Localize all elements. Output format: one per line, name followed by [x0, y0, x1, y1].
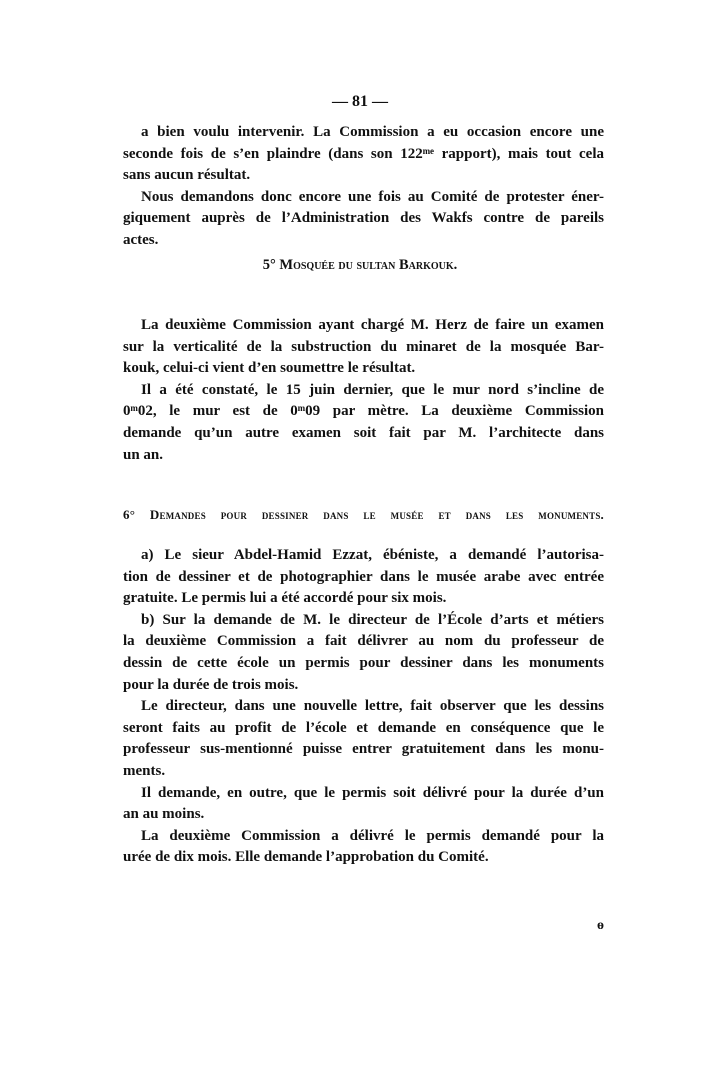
text-line: seront faits au profit de l’école et demande en conséquence que le — [123, 719, 604, 736]
text-line: pour la durée de trois mois. — [123, 676, 299, 693]
text-line: Nous demandons donc encore une fois au Comité de protester éner- — [141, 188, 604, 205]
text-line: an au moins. — [123, 806, 205, 823]
text-line: La deuxième Commission ayant chargé M. Herz de faire un examen — [141, 317, 604, 333]
text-line: seconde fois de s’en plaindre (dans son 122ᵐᵉ rapport), mais tout cela — [123, 145, 604, 162]
text-line: actes. — [123, 231, 159, 248]
text-line: La deuxième Commission a délivré le permis demandé pour la — [141, 827, 604, 844]
section-heading-5: 5° Mosquée du sultan Barkouk. — [262, 257, 458, 273]
text-line: a) Le sieur Abdel-Hamid Ezzat, ébéniste, a demandé l’autorisa- — [141, 547, 604, 563]
text-line: sur la verticalité de la substruction du minaret de la mosquée Bar- — [123, 338, 604, 355]
text-line: b) Sur la demande de M. le directeur de l’École d’arts et métiers — [141, 611, 604, 628]
text-line: tion de dessiner et de photographier dans le musée arabe avec entrée — [123, 568, 604, 585]
text-line: gratuite. Le permis lui a été accordé pour six mois. — [123, 590, 447, 607]
text-line: 0ᵐ02, le mur est de 0ᵐ09 par mètre. La deuxième Commission — [123, 403, 604, 420]
text-line: Le directeur, dans une nouvelle lettre, fait observer que les dessins — [141, 698, 604, 715]
text-line: ments. — [123, 762, 166, 779]
text-line: demande qu’un autre examen soit fait par M. l’architecte dans — [123, 424, 604, 441]
section-heading-6: 6° Demandes pour dessiner dans le musée et dans les monuments. — [123, 507, 604, 522]
text-line: kouk, celui-ci vient d’en soumettre le résultat. — [123, 360, 416, 377]
text-line: Il a été constaté, le 15 juin dernier, que le mur nord s’incline de — [141, 381, 604, 398]
text-line: la deuxième Commission a fait délivrer au nom du professeur de — [123, 633, 604, 650]
text-block-section-5 — [123, 315, 604, 466]
text-line: professeur sus-mentionné puisse entrer gratuitement dans les monu- — [123, 741, 604, 758]
text-line: Il demande, en outre, que le permis soit délivré pour la durée d’un — [141, 784, 604, 801]
text-line: un an. — [123, 446, 164, 463]
page-number: — 81 — — [332, 93, 388, 110]
text-line: sans aucun résultat. — [123, 167, 251, 184]
text-block-section-6 — [123, 545, 604, 869]
text-line: giquement auprès de l’Administration des Wakfs contre de pareils — [123, 210, 604, 227]
text-block-intro — [123, 122, 604, 252]
footer-mark: ɵ — [597, 918, 604, 933]
text-line: urée de dix mois. Elle demande l’approbation du Comité. — [123, 849, 489, 866]
text-line: dessin de cette école un permis pour dessiner dans les monuments — [123, 654, 604, 671]
text-line: a bien voulu intervenir. La Commission a eu occasion encore une — [141, 124, 604, 140]
